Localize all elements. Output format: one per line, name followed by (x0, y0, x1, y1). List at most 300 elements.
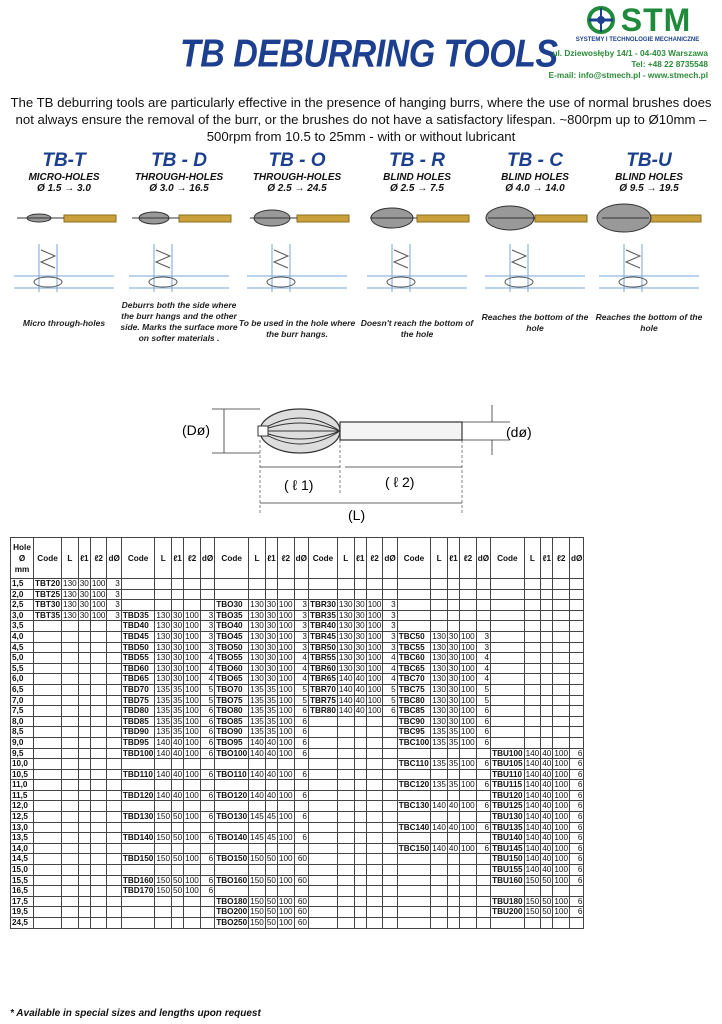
dimension-cell: 135 (156, 684, 171, 694)
dimension-cell: 6 (570, 780, 584, 791)
empty-cell (354, 801, 366, 812)
dimension-cell: 135 (432, 759, 446, 769)
empty-cell (62, 737, 79, 748)
hole-diameter: 4,0 (11, 631, 34, 642)
tool-code-cell: TBU200 (492, 907, 523, 917)
empty-cell (541, 886, 553, 897)
dimension-cell: 140 (250, 769, 264, 779)
empty-cell (172, 918, 184, 929)
empty-cell (460, 875, 477, 886)
tool-code-cell: TBU120 (492, 790, 523, 800)
empty-cell (90, 621, 107, 632)
table-row (11, 822, 584, 833)
column-header: ℓ2 (277, 538, 294, 579)
tool-code-cell: TBU160 (492, 875, 523, 885)
hole-diameter: 14,0 (11, 843, 34, 854)
dimension-cell: 6 (200, 737, 214, 748)
column-header: ℓ2 (460, 538, 477, 579)
empty-cell (121, 801, 155, 812)
empty-cell (397, 896, 431, 907)
empty-cell (383, 907, 397, 918)
dimension-cell: 100 (461, 716, 475, 726)
empty-cell (34, 737, 62, 748)
dimension-cell: 100 (554, 759, 569, 769)
dimension-cell: 30 (448, 716, 459, 726)
dimension-cell: 100 (278, 833, 293, 843)
empty-cell (121, 600, 155, 611)
empty-cell (62, 653, 79, 664)
dimension-cell: 135 (250, 684, 264, 694)
tool-description: Reaches the bottom of the hole (595, 312, 703, 333)
empty-cell (34, 642, 62, 653)
dimension-cell: 100 (185, 663, 199, 673)
tool-code: TB-T (42, 150, 86, 171)
empty-cell (491, 918, 525, 929)
dimension-cell: 130 (156, 642, 171, 652)
empty-cell (460, 907, 477, 918)
dimension-cell: 150 (156, 833, 171, 843)
empty-cell (553, 727, 570, 738)
empty-cell (447, 854, 459, 865)
dimension-cell: 6 (476, 822, 490, 833)
dimension-cell: 40 (542, 780, 552, 790)
empty-cell (34, 716, 62, 727)
tool-code-cell: TBU145 (492, 843, 523, 853)
tool-column (120, 150, 238, 294)
table-row (11, 663, 584, 674)
empty-cell (107, 653, 121, 664)
empty-cell (90, 833, 107, 844)
dimension-cell: 130 (432, 706, 446, 716)
dimension-cell: 100 (278, 854, 293, 864)
empty-cell (78, 918, 90, 929)
dimension-cell: 100 (185, 875, 199, 885)
empty-cell (121, 907, 155, 918)
dimension-cell: 145 (250, 833, 264, 843)
empty-cell (337, 854, 354, 865)
empty-cell (397, 790, 431, 801)
tool-code-cell: TBD85 (121, 716, 155, 727)
empty-cell (34, 759, 62, 770)
tool-code: TB - R (389, 150, 445, 171)
empty-cell (34, 907, 62, 918)
empty-cell (476, 610, 490, 621)
dimension-cell: 6 (476, 780, 490, 791)
dimension-cell: 100 (461, 737, 475, 747)
dimension-cell: 140 (525, 843, 540, 853)
empty-cell (34, 684, 62, 695)
empty-cell (366, 886, 383, 897)
dimension-cell: 100 (461, 653, 475, 663)
empty-cell (337, 875, 354, 886)
empty-cell (383, 875, 397, 886)
empty-cell (397, 918, 431, 929)
empty-cell (541, 727, 553, 738)
empty-cell (431, 748, 448, 759)
dimension-cell: 100 (185, 653, 199, 663)
dimension-cell: 40 (542, 748, 552, 758)
empty-cell (62, 716, 79, 727)
tool-code-cell: TBR35 (309, 610, 336, 620)
empty-cell (62, 854, 79, 865)
empty-cell (265, 579, 277, 590)
dimension-cell: 6 (200, 790, 214, 801)
dimension-cell: 130 (338, 600, 353, 610)
dimension-cell: 4 (294, 674, 308, 685)
dimension-cell: 100 (554, 801, 569, 811)
table-row (11, 716, 584, 727)
empty-cell (184, 600, 201, 611)
empty-cell (354, 907, 366, 918)
tool-code: TB - O (268, 150, 326, 171)
hole-diameter: 7,5 (11, 706, 34, 717)
dimension-cell: 140 (432, 801, 446, 811)
empty-cell (491, 674, 525, 685)
empty-cell (184, 907, 201, 918)
empty-cell (78, 896, 90, 907)
empty-cell (570, 610, 584, 621)
empty-cell (447, 769, 459, 780)
dimension-cell: 40 (542, 801, 552, 811)
empty-cell (155, 589, 172, 600)
empty-cell (78, 674, 90, 685)
dimension-cell: 130 (338, 631, 353, 641)
dimension-cell: 130 (250, 642, 264, 652)
empty-cell (366, 727, 383, 738)
empty-cell (553, 716, 570, 727)
tool-range: Ø 3.0 → 16.5 (149, 183, 209, 194)
dimension-cell: 100 (185, 812, 199, 822)
empty-cell (107, 822, 121, 833)
empty-cell (34, 886, 62, 897)
empty-cell (277, 589, 294, 600)
dimension-cell: 30 (448, 642, 459, 652)
empty-cell (78, 833, 90, 844)
empty-cell (215, 579, 249, 590)
dimension-cell: 35 (173, 716, 183, 726)
dimension-cell: 40 (266, 737, 276, 747)
dimension-cell: 135 (250, 695, 264, 705)
empty-cell (34, 621, 62, 632)
empty-cell (277, 822, 294, 833)
table-row (11, 642, 584, 653)
empty-cell (78, 886, 90, 897)
table-row (11, 621, 584, 632)
empty-cell (34, 663, 62, 674)
table-header-row (11, 538, 584, 579)
empty-cell (62, 684, 79, 695)
tool-range: Ø 9.5 → 19.5 (619, 183, 679, 194)
tool-code-cell: TBD130 (122, 812, 154, 822)
empty-cell (541, 706, 553, 717)
usage-drawing (362, 242, 472, 294)
empty-cell (34, 695, 62, 706)
empty-cell (172, 896, 184, 907)
table-row (11, 843, 584, 854)
empty-cell (553, 674, 570, 685)
dimension-cell: 40 (542, 790, 552, 800)
dimension-cell: 40 (542, 822, 552, 832)
dimension-cell: 100 (278, 737, 293, 747)
empty-cell (397, 769, 431, 780)
empty-cell (553, 589, 570, 600)
dimension-cell: 100 (461, 684, 475, 694)
empty-cell (90, 822, 107, 833)
dimension-cell: 3 (294, 631, 308, 642)
dimension-cell: 140 (338, 684, 353, 694)
empty-cell (337, 801, 354, 812)
empty-cell (172, 589, 184, 600)
tool-code-cell: TBO60 (215, 663, 249, 674)
dimension-cell: 3 (476, 631, 490, 642)
empty-cell (553, 737, 570, 748)
empty-cell (90, 812, 107, 823)
dimension-cell: 35 (266, 727, 276, 737)
empty-cell (491, 663, 525, 674)
empty-cell (107, 684, 121, 695)
dimension-cell: 6 (200, 727, 214, 738)
dimension-cell: 130 (250, 653, 264, 663)
dimension-cell: 140 (156, 790, 171, 800)
dimension-cell: 100 (554, 896, 569, 906)
empty-cell (265, 759, 277, 770)
empty-cell (78, 907, 90, 918)
tool-code-cell: TBC50 (397, 631, 431, 642)
empty-cell (107, 621, 121, 632)
tool-photo (594, 198, 704, 238)
empty-cell (337, 886, 354, 897)
dimension-cell: 6 (570, 896, 584, 907)
dimension-cell: 6 (476, 706, 490, 717)
empty-cell (524, 706, 541, 717)
empty-cell (215, 886, 249, 897)
empty-cell (447, 875, 459, 886)
empty-cell (121, 865, 155, 876)
empty-cell (366, 865, 383, 876)
tool-type: BLIND HOLES (615, 172, 683, 183)
empty-cell (570, 716, 584, 727)
usage-drawing (124, 242, 234, 294)
dimension-cell: 100 (554, 875, 569, 885)
empty-cell (541, 589, 553, 600)
dimension-cell: 100 (367, 621, 382, 631)
empty-cell (366, 907, 383, 918)
empty-cell (354, 737, 366, 748)
dimension-cell: 4 (200, 653, 214, 664)
empty-cell (62, 896, 79, 907)
hole-diameter: 13,0 (11, 822, 34, 833)
empty-cell (107, 706, 121, 717)
empty-cell (447, 610, 459, 621)
hole-diameter: 19,5 (11, 907, 34, 918)
empty-cell (62, 663, 79, 674)
dimension-cell: 140 (525, 759, 540, 769)
empty-cell (337, 579, 354, 590)
empty-cell (354, 579, 366, 590)
empty-cell (172, 801, 184, 812)
empty-cell (366, 769, 383, 780)
tool-code-cell: TBD150 (122, 854, 154, 864)
empty-cell (249, 865, 266, 876)
hole-diameter: 13,5 (11, 833, 34, 844)
empty-cell (491, 706, 525, 717)
dimension-cell: 4 (476, 674, 490, 685)
empty-cell (383, 896, 397, 907)
empty-cell (337, 918, 354, 929)
dimension-cell: 130 (63, 589, 77, 599)
empty-cell (121, 589, 155, 600)
empty-cell (294, 865, 308, 876)
table-row (11, 854, 584, 865)
dimension-cell: 150 (156, 886, 171, 896)
dimension-cell: 100 (278, 653, 293, 663)
table-row (11, 833, 584, 844)
column-header: Code (308, 538, 337, 579)
dimension-cell: 3 (383, 631, 397, 642)
dimension-cell: 100 (461, 642, 475, 652)
dimension-cell: 30 (448, 674, 459, 684)
empty-cell (294, 759, 308, 770)
dimension-cell: 3 (383, 610, 397, 621)
dimension-cell: 3 (383, 621, 397, 632)
empty-cell (78, 642, 90, 653)
empty-cell (90, 865, 107, 876)
dimension-cell: 35 (173, 684, 183, 694)
tool-code-cell: TBD80 (121, 706, 155, 717)
tool-code-cell: TBO55 (215, 653, 249, 664)
dimension-cell: 100 (278, 748, 293, 758)
empty-cell (78, 748, 90, 759)
dimension-cell: 100 (185, 769, 199, 779)
empty-cell (34, 875, 62, 886)
column-header: L (249, 538, 266, 579)
empty-cell (155, 865, 172, 876)
dimension-cell: 60 (294, 907, 308, 918)
tool-code-cell: TBO110 (216, 769, 247, 779)
dimension-cell: 50 (266, 875, 276, 885)
hole-diameter: 3,0 (11, 610, 34, 621)
page-title: TB DEBURRING TOOLS (180, 32, 558, 76)
empty-cell (90, 642, 107, 653)
tool-code-cell: TBR50 (309, 642, 336, 652)
dimension-cell: 100 (554, 907, 569, 917)
empty-cell (460, 865, 477, 876)
dimension-cell: 100 (185, 737, 199, 747)
empty-cell (447, 907, 459, 918)
empty-cell (366, 822, 383, 833)
dimension-cell: 130 (432, 695, 446, 705)
dimension-cell: 100 (278, 600, 293, 610)
empty-cell (491, 695, 525, 706)
empty-cell (431, 600, 448, 611)
dimension-cell: 100 (91, 610, 106, 620)
tool-code: TB - C (507, 150, 563, 171)
column-header: dØ (476, 538, 490, 579)
dimension-cell: 100 (185, 684, 199, 694)
empty-cell (308, 801, 337, 812)
tool-code-cell: TBO70 (215, 684, 249, 695)
dimension-cell: 130 (250, 674, 264, 684)
empty-cell (78, 790, 90, 801)
empty-cell (200, 907, 214, 918)
table-row (11, 812, 584, 823)
dimension-cell: 6 (570, 748, 584, 759)
empty-cell (155, 600, 172, 611)
empty-cell (447, 812, 459, 823)
empty-cell (491, 600, 525, 611)
empty-cell (90, 769, 107, 780)
tool-code-cell: TBD50 (121, 642, 155, 653)
empty-cell (265, 801, 277, 812)
empty-cell (78, 621, 90, 632)
tool-code-cell: TBD35 (121, 610, 155, 621)
empty-cell (78, 684, 90, 695)
empty-cell (337, 769, 354, 780)
empty-cell (184, 822, 201, 833)
empty-cell (121, 780, 155, 791)
dimension-cell: 6 (294, 833, 308, 844)
dimension-cell: 40 (266, 769, 276, 779)
empty-cell (107, 716, 121, 727)
empty-cell (155, 896, 172, 907)
dimension-cell: 100 (185, 610, 199, 620)
empty-cell (34, 843, 62, 854)
dimension-cell: 35 (448, 727, 459, 737)
dimension-cell: 100 (461, 674, 475, 684)
tool-code: TB - D (151, 150, 207, 171)
dimension-cell: 130 (156, 663, 171, 673)
dimension-cell: 6 (200, 769, 214, 780)
dimension-cell: 3 (107, 600, 121, 611)
dimension-cell: 6 (294, 716, 308, 727)
empty-cell (308, 790, 337, 801)
dimension-cell: 130 (338, 621, 353, 631)
dimension-cell: 130 (338, 642, 353, 652)
empty-cell (366, 854, 383, 865)
dimension-cell: 6 (200, 875, 214, 886)
footnote: * Available in special sizes and lengths upon request (10, 1008, 261, 1019)
empty-cell (78, 695, 90, 706)
dimension-cell: 4 (200, 663, 214, 674)
dimension-cell: 6 (294, 727, 308, 738)
empty-cell (337, 833, 354, 844)
empty-cell (294, 843, 308, 854)
empty-cell (431, 790, 448, 801)
empty-cell (34, 780, 62, 791)
empty-cell (491, 684, 525, 695)
empty-cell (447, 865, 459, 876)
empty-cell (107, 886, 121, 897)
empty-cell (491, 653, 525, 664)
dimension-cell: 30 (79, 579, 89, 588)
empty-cell (308, 918, 337, 929)
hole-diameter: 6,0 (11, 674, 34, 685)
dimension-cell: 30 (173, 642, 183, 652)
tool-code-cell: TBC55 (397, 642, 431, 653)
dimension-cell: 3 (294, 621, 308, 632)
empty-cell (553, 579, 570, 590)
hole-diameter: 9,5 (11, 748, 34, 759)
dimension-cell: 6 (200, 748, 214, 759)
tool-code-cell: TBU140 (492, 833, 523, 843)
dimension-cell: 60 (294, 854, 308, 865)
usage-drawing (594, 242, 704, 294)
dimension-cell: 30 (173, 621, 183, 631)
dimension-cell: 3 (294, 600, 308, 611)
dimension-cell: 30 (448, 695, 459, 705)
empty-cell (570, 695, 584, 706)
dimension-cell: 50 (266, 907, 276, 917)
